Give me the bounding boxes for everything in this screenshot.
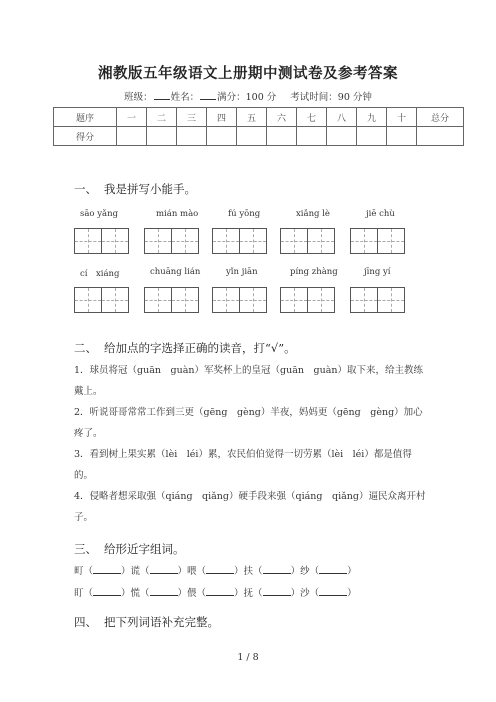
writing-cell[interactable] bbox=[350, 228, 378, 254]
word-char: ）抚（ bbox=[234, 588, 263, 599]
score-row-label: 得分 bbox=[54, 127, 117, 146]
section-text: 给形近字组词。 bbox=[104, 542, 185, 556]
page-title: 湘教版五年级语文上册期中测试卷及参考答案 bbox=[98, 66, 398, 82]
pinyin-label: xiǎng lè bbox=[296, 209, 330, 219]
writing-cell[interactable] bbox=[171, 287, 199, 313]
writing-cell[interactable] bbox=[144, 287, 172, 313]
writing-cell[interactable] bbox=[144, 228, 172, 254]
pinyin-label: mián mào bbox=[156, 209, 199, 219]
score-input-cell[interactable] bbox=[417, 127, 464, 146]
section-number: 二、 bbox=[74, 341, 97, 355]
score-header-cell: 四 bbox=[207, 108, 237, 127]
writing-cell[interactable] bbox=[239, 287, 267, 313]
word-char: ）偎（ bbox=[177, 588, 207, 599]
word-blank[interactable] bbox=[93, 587, 121, 596]
word-char: 盯（ bbox=[74, 588, 94, 599]
score-header-cell: 题序 bbox=[54, 108, 117, 127]
writing-cell[interactable] bbox=[377, 287, 405, 313]
section-2-heading bbox=[74, 340, 296, 356]
page-number: 1 / 8 bbox=[237, 652, 259, 663]
score-table bbox=[53, 107, 464, 146]
section-number: 三、 bbox=[74, 542, 97, 556]
word-char: ）纱（ bbox=[290, 566, 320, 577]
writing-cell[interactable] bbox=[280, 287, 308, 313]
word-row-1 bbox=[74, 563, 357, 577]
score-input-cell[interactable] bbox=[147, 127, 177, 146]
score-input-cell[interactable] bbox=[267, 127, 297, 146]
section-1-heading bbox=[74, 181, 196, 197]
word-blank[interactable] bbox=[93, 565, 121, 574]
writing-cell[interactable] bbox=[171, 228, 199, 254]
pinyin-label: jiē chù bbox=[366, 209, 395, 219]
pinyin-label: fú yōng bbox=[228, 209, 261, 219]
score-label: 满分：100 分 bbox=[217, 92, 277, 103]
question-3-line-1: 3．看到树上果实累（lèi léi）累，农民伯伯觉得一切劳累（lèi léi）都是值得 bbox=[74, 449, 412, 460]
section-number: 四、 bbox=[74, 615, 97, 629]
score-input-cell[interactable] bbox=[117, 127, 147, 146]
score-input-cell[interactable] bbox=[357, 127, 387, 146]
word-char: ）喂（ bbox=[177, 566, 207, 577]
section-4-heading bbox=[74, 614, 219, 630]
score-header-cell: 八 bbox=[327, 108, 357, 127]
score-header-cell: 三 bbox=[177, 108, 207, 127]
pinyin-label: yǐn jiān bbox=[226, 267, 258, 277]
score-input-cell[interactable] bbox=[387, 127, 417, 146]
class-label: 班级： bbox=[124, 92, 153, 103]
score-input-cell[interactable] bbox=[177, 127, 207, 146]
score-header-cell: 二 bbox=[147, 108, 177, 127]
time-label: 考试时间：90 分钟 bbox=[290, 92, 372, 103]
section-text: 我是拼写小能手。 bbox=[104, 182, 196, 196]
writing-cell[interactable] bbox=[74, 228, 102, 254]
pinyin-label: sāo yǎng bbox=[80, 209, 119, 219]
writing-cell[interactable] bbox=[212, 287, 240, 313]
question-2-line-2: 疼了。 bbox=[74, 428, 103, 439]
writing-cell[interactable] bbox=[280, 228, 308, 254]
score-header-cell: 七 bbox=[297, 108, 327, 127]
score-header-cell: 九 bbox=[357, 108, 387, 127]
word-blank[interactable] bbox=[263, 565, 291, 574]
word-char: ）慌（ bbox=[121, 588, 150, 599]
score-input-cell[interactable] bbox=[207, 127, 237, 146]
writing-cell[interactable] bbox=[377, 228, 405, 254]
writing-cell[interactable] bbox=[212, 228, 240, 254]
word-row-2 bbox=[74, 585, 357, 599]
score-header-cell: 一 bbox=[117, 108, 147, 127]
writing-cell[interactable] bbox=[307, 287, 335, 313]
word-char: ）沙（ bbox=[290, 588, 320, 599]
question-2-line-1: 2．听说哥哥常常工作到三更（gēng gèng）半夜，妈妈更（gēng gèng）加心 bbox=[74, 407, 423, 418]
question-1-line-1: 1．球员将冠（guān guàn）军奖杯上的皇冠（guān guàn）取下来，给主教练 bbox=[74, 365, 423, 376]
score-input-cell[interactable] bbox=[237, 127, 267, 146]
question-1-line-2: 戴上。 bbox=[74, 386, 103, 397]
pinyin-label: cí xiáng bbox=[80, 269, 120, 279]
score-header-cell: 六 bbox=[267, 108, 297, 127]
word-blank[interactable] bbox=[150, 565, 178, 574]
score-input-cell[interactable] bbox=[297, 127, 327, 146]
writing-cell[interactable] bbox=[239, 228, 267, 254]
word-char: ） bbox=[347, 566, 357, 577]
writing-cell[interactable] bbox=[101, 228, 129, 254]
word-blank[interactable] bbox=[206, 565, 234, 574]
pinyin-label: chuāng lián bbox=[150, 267, 201, 277]
section-text: 给加点的字选择正确的读音，打“√”。 bbox=[104, 341, 296, 355]
word-blank[interactable] bbox=[319, 587, 347, 596]
writing-cell[interactable] bbox=[74, 287, 102, 313]
word-char: 町（ bbox=[74, 566, 94, 577]
word-blank[interactable] bbox=[263, 587, 291, 596]
word-char: ）扶（ bbox=[234, 566, 263, 577]
score-header-cell: 五 bbox=[237, 108, 267, 127]
section-3-heading bbox=[74, 541, 185, 557]
score-header-cell: 十 bbox=[387, 108, 417, 127]
name-blank[interactable] bbox=[200, 90, 216, 100]
question-3-line-2: 的。 bbox=[74, 470, 94, 481]
word-char: ）谎（ bbox=[121, 566, 150, 577]
pinyin-label: jīng yí bbox=[364, 267, 391, 277]
score-table-score-row bbox=[54, 127, 464, 146]
word-blank[interactable] bbox=[206, 587, 234, 596]
score-input-cell[interactable] bbox=[327, 127, 357, 146]
writing-cell[interactable] bbox=[307, 228, 335, 254]
word-blank[interactable] bbox=[319, 565, 347, 574]
word-blank[interactable] bbox=[150, 587, 178, 596]
name-label: 姓名： bbox=[170, 92, 200, 103]
class-blank[interactable] bbox=[154, 90, 170, 100]
section-text: 把下列词语补充完整。 bbox=[104, 615, 219, 629]
pinyin-label: píng zhàng bbox=[290, 267, 338, 277]
question-4-line-1: 4．侵略者想采取强（qiáng qiǎng）硬手段来强（qiáng qiǎng）逼民众离开村 bbox=[74, 491, 426, 502]
writing-cell[interactable] bbox=[101, 287, 129, 313]
score-table-header-row bbox=[54, 108, 464, 127]
writing-cell[interactable] bbox=[350, 287, 378, 313]
question-4-line-2: 子。 bbox=[74, 512, 94, 523]
section-number: 一、 bbox=[74, 182, 97, 196]
score-header-cell: 总分 bbox=[417, 108, 464, 127]
exam-info-line bbox=[0, 89, 496, 103]
word-char: ） bbox=[347, 588, 357, 599]
